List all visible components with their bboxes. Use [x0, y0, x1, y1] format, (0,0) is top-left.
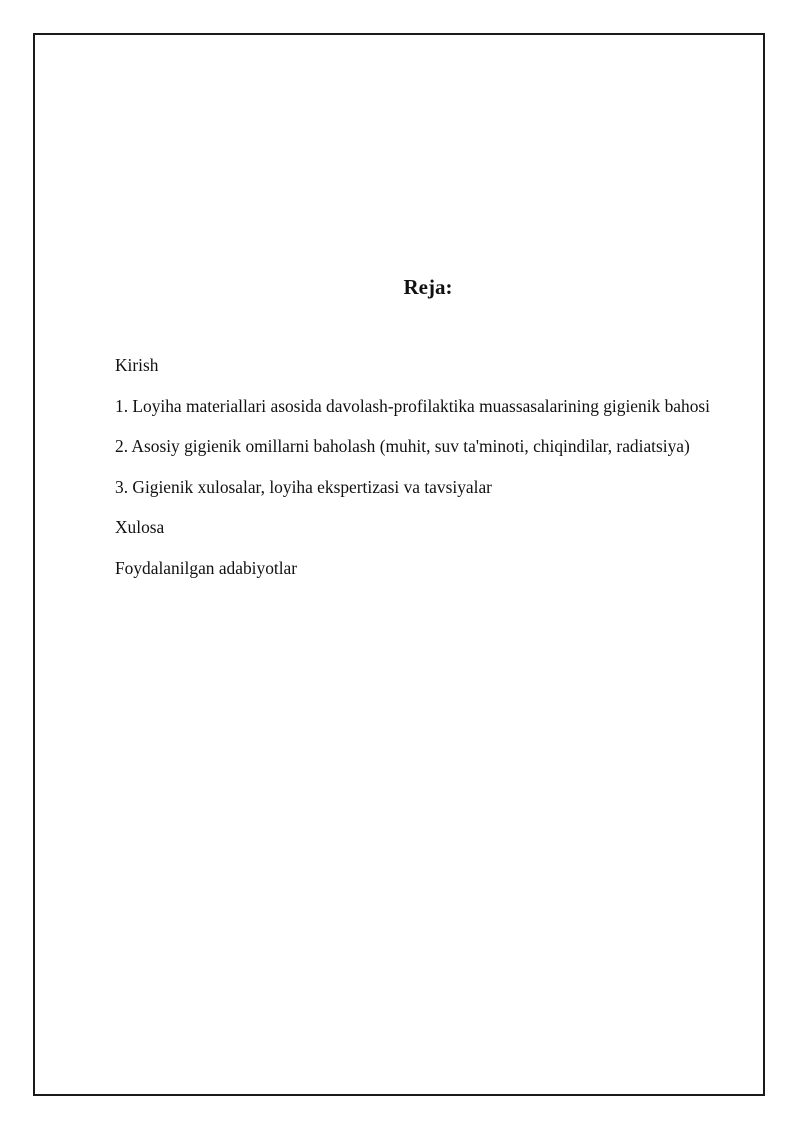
- plan-item-references: Foydalanilgan adabiyotlar: [115, 557, 298, 578]
- plan-item-introduction: Kirish: [115, 355, 159, 375]
- plan-item-2: 2. Asosiy gigienik omillarni baholash (muhit, suv ta'minoti, chiqindilar, radiatsiya): [115, 436, 690, 456]
- plan-item-1: 1. Loyiha materiallari asosida davolash-profilaktika muassasalarining gigienik bahosi: [115, 395, 710, 416]
- plan-item-conclusion: Xulosa: [115, 517, 165, 537]
- page-title: Reja:: [403, 275, 453, 299]
- plan-item-3: 3. Gigienik xulosalar, loyiha ekspertizasi va tavsiyalar: [115, 476, 492, 497]
- plan-list: [115, 349, 755, 592]
